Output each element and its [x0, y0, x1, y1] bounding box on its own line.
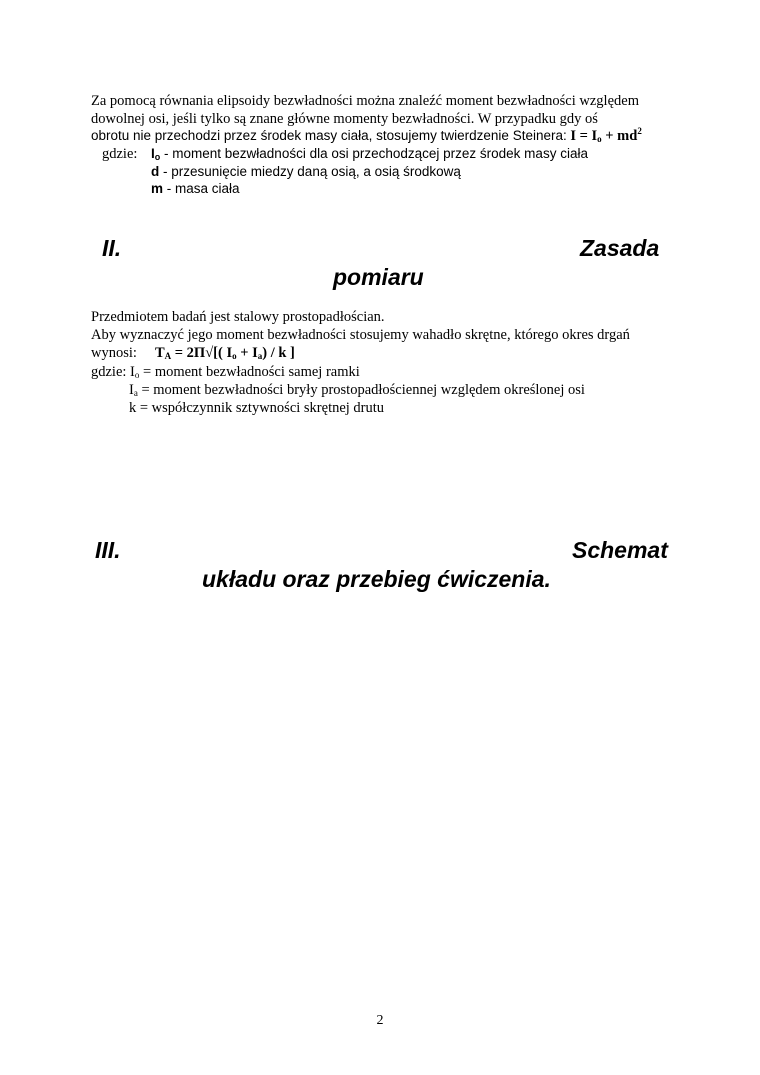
measure-gdzie-io: gdzie: $I_o$ = moment bezwładności samej ramki: [91, 364, 360, 380]
section-3-title-right: Schemat: [572, 537, 668, 563]
intro-line-3-text: obrotu nie przechodzi przez środek masy ciała, stosujemy twierdzenie Steinera:: [91, 128, 567, 143]
period-formula: $T_A = 2\Pi√$[( $I_o + I_a) / k$ ]: [155, 345, 295, 361]
def-m: m - masa ciała: [151, 181, 240, 196]
measure-k: k = współczynnik sztywności skrętnej drutu: [129, 400, 385, 416]
section-3-numeral: III.: [95, 537, 121, 563]
section-3-title-line-2: układu oraz przebieg ćwiczenia.: [202, 566, 551, 592]
gdzie-label: gdzie:: [102, 146, 138, 162]
intro-line-1: Za pomocą równania elipsoidy bezwładności można znaleźć moment bezwładności względem: [91, 93, 639, 109]
section-2-title-line-2: pomiaru: [333, 264, 424, 290]
measure-line-2: Aby wyznaczyć jego moment bezwładności stosujemy wahadło skrętne, którego okres drgań: [91, 327, 630, 343]
steiner-formula: $I = I_o + md^2$: [570, 126, 642, 144]
measure-wynosi: wynosi:: [91, 345, 137, 361]
intro-line-3: [91, 127, 642, 145]
intro-line-2: dowolnej osi, jeśli tylko są znane główne momenty bezwładności. W przypadku gdy oś: [91, 111, 598, 127]
measure-line-1: Przedmiotem badań jest stalowy prostopadłościan.: [91, 309, 385, 325]
measure-ia: $I_a$ = moment bezwładności bryły prostopadłościennej względem określonej osi: [129, 382, 585, 398]
section-2-title-right: Zasada: [580, 235, 660, 261]
def-io: $I_o$ - moment bezwładności dla osi przechodzącej przez środek masy ciała: [151, 146, 588, 162]
def-d: d - przesunięcie miedzy daną osią, a osią środkową: [151, 164, 461, 179]
section-2-numeral: II.: [102, 235, 122, 261]
page-number: 2: [376, 1013, 384, 1028]
